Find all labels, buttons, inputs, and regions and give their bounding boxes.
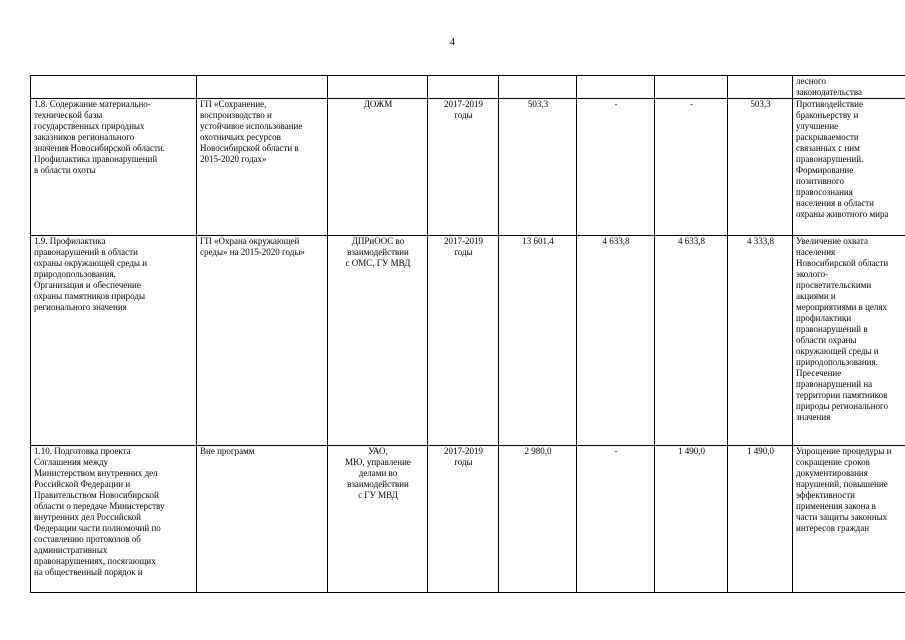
program-cell (197, 76, 328, 99)
measures-table (30, 75, 905, 593)
period-cell: 2017-2019 годы (428, 236, 499, 446)
measure-cell: 1.9. Профилактика правонарушений в области охраны окружающей среды и природопользования. Организация и обеспечение охраны памятников природы регионального значения (31, 236, 197, 446)
total-cell: 2 980,0 (499, 446, 577, 593)
result-cell: Упрощение процедуры и сокращение сроков документирования нарушений, повышение эффективности применения закона в части защиты законных интересов граждан (793, 446, 905, 593)
program-cell: Вне программ (197, 446, 328, 593)
year-2019-cell: 1 490,0 (728, 446, 793, 593)
page-number: 4 (450, 37, 455, 48)
year-2019-cell: 4 333,8 (728, 236, 793, 446)
executor-cell: УАО, МЮ, управление делами во взаимодействии с ГУ МВД (328, 446, 428, 593)
result-cell: Увеличение охвата населения Новосибирской области эколого- просветительскими акциями и мероприятиями в целях профилактики правонарушений в области охраны окружающей среды и природопользования. Пресечение правонарушений на территории памятников природы регионального значения (793, 236, 905, 446)
year-2017-cell: - (577, 99, 655, 236)
table-row (31, 446, 905, 593)
year-2018-cell (655, 76, 728, 99)
year-2017-cell: 4 633,8 (577, 236, 655, 446)
year-2018-cell: - (655, 99, 728, 236)
program-cell: ГП «Охрана окружающей среды» на 2015-2020 годы» (197, 236, 328, 446)
executor-cell: ДПРиООС во взаимодействии с ОМС, ГУ МВД (328, 236, 428, 446)
executor-cell: ДОЖМ (328, 99, 428, 236)
measure-cell: 1.8. Содержание материально- технической базы государственных природных заказников регионального значения Новосибирской области. Профилактика правонарушений в области охоты (31, 99, 197, 236)
year-2019-cell (728, 76, 793, 99)
table-row (31, 76, 905, 99)
total-cell: 13 601,4 (499, 236, 577, 446)
total-cell: 503,3 (499, 99, 577, 236)
measure-cell (31, 76, 197, 99)
table-row (31, 99, 905, 236)
year-2018-cell: 4 633,8 (655, 236, 728, 446)
year-2017-cell (577, 76, 655, 99)
table-row (31, 236, 905, 446)
period-cell: 2017-2019 годы (428, 99, 499, 236)
measure-cell: 1.10. Подготовка проекта Соглашения между Министерством внутренних дел Российской Федерации и Правительством Новосибирской области о передаче Министерству внутренних дел Российской Федерации части полномочий по составлению протоколов об административных правонарушениях, посягающих на общественный порядок и (31, 446, 197, 593)
total-cell (499, 76, 577, 99)
year-2019-cell: 503,3 (728, 99, 793, 236)
result-cell: Противодействие браконьерству и улучшение раскрываемости связанных с ним правонарушений. Формирование позитивного правосознания населения в области охраны животного мира (793, 99, 905, 236)
year-2017-cell: - (577, 446, 655, 593)
program-cell: ГП «Сохранение, воспроизводство и устойчивое использование охотничьих ресурсов Новосибирской области в 2015-2020 годах» (197, 99, 328, 236)
executor-cell (328, 76, 428, 99)
year-2018-cell: 1 490,0 (655, 446, 728, 593)
period-cell: 2017-2019 годы (428, 446, 499, 593)
result-cell: лесного законодательства (793, 76, 905, 99)
period-cell (428, 76, 499, 99)
